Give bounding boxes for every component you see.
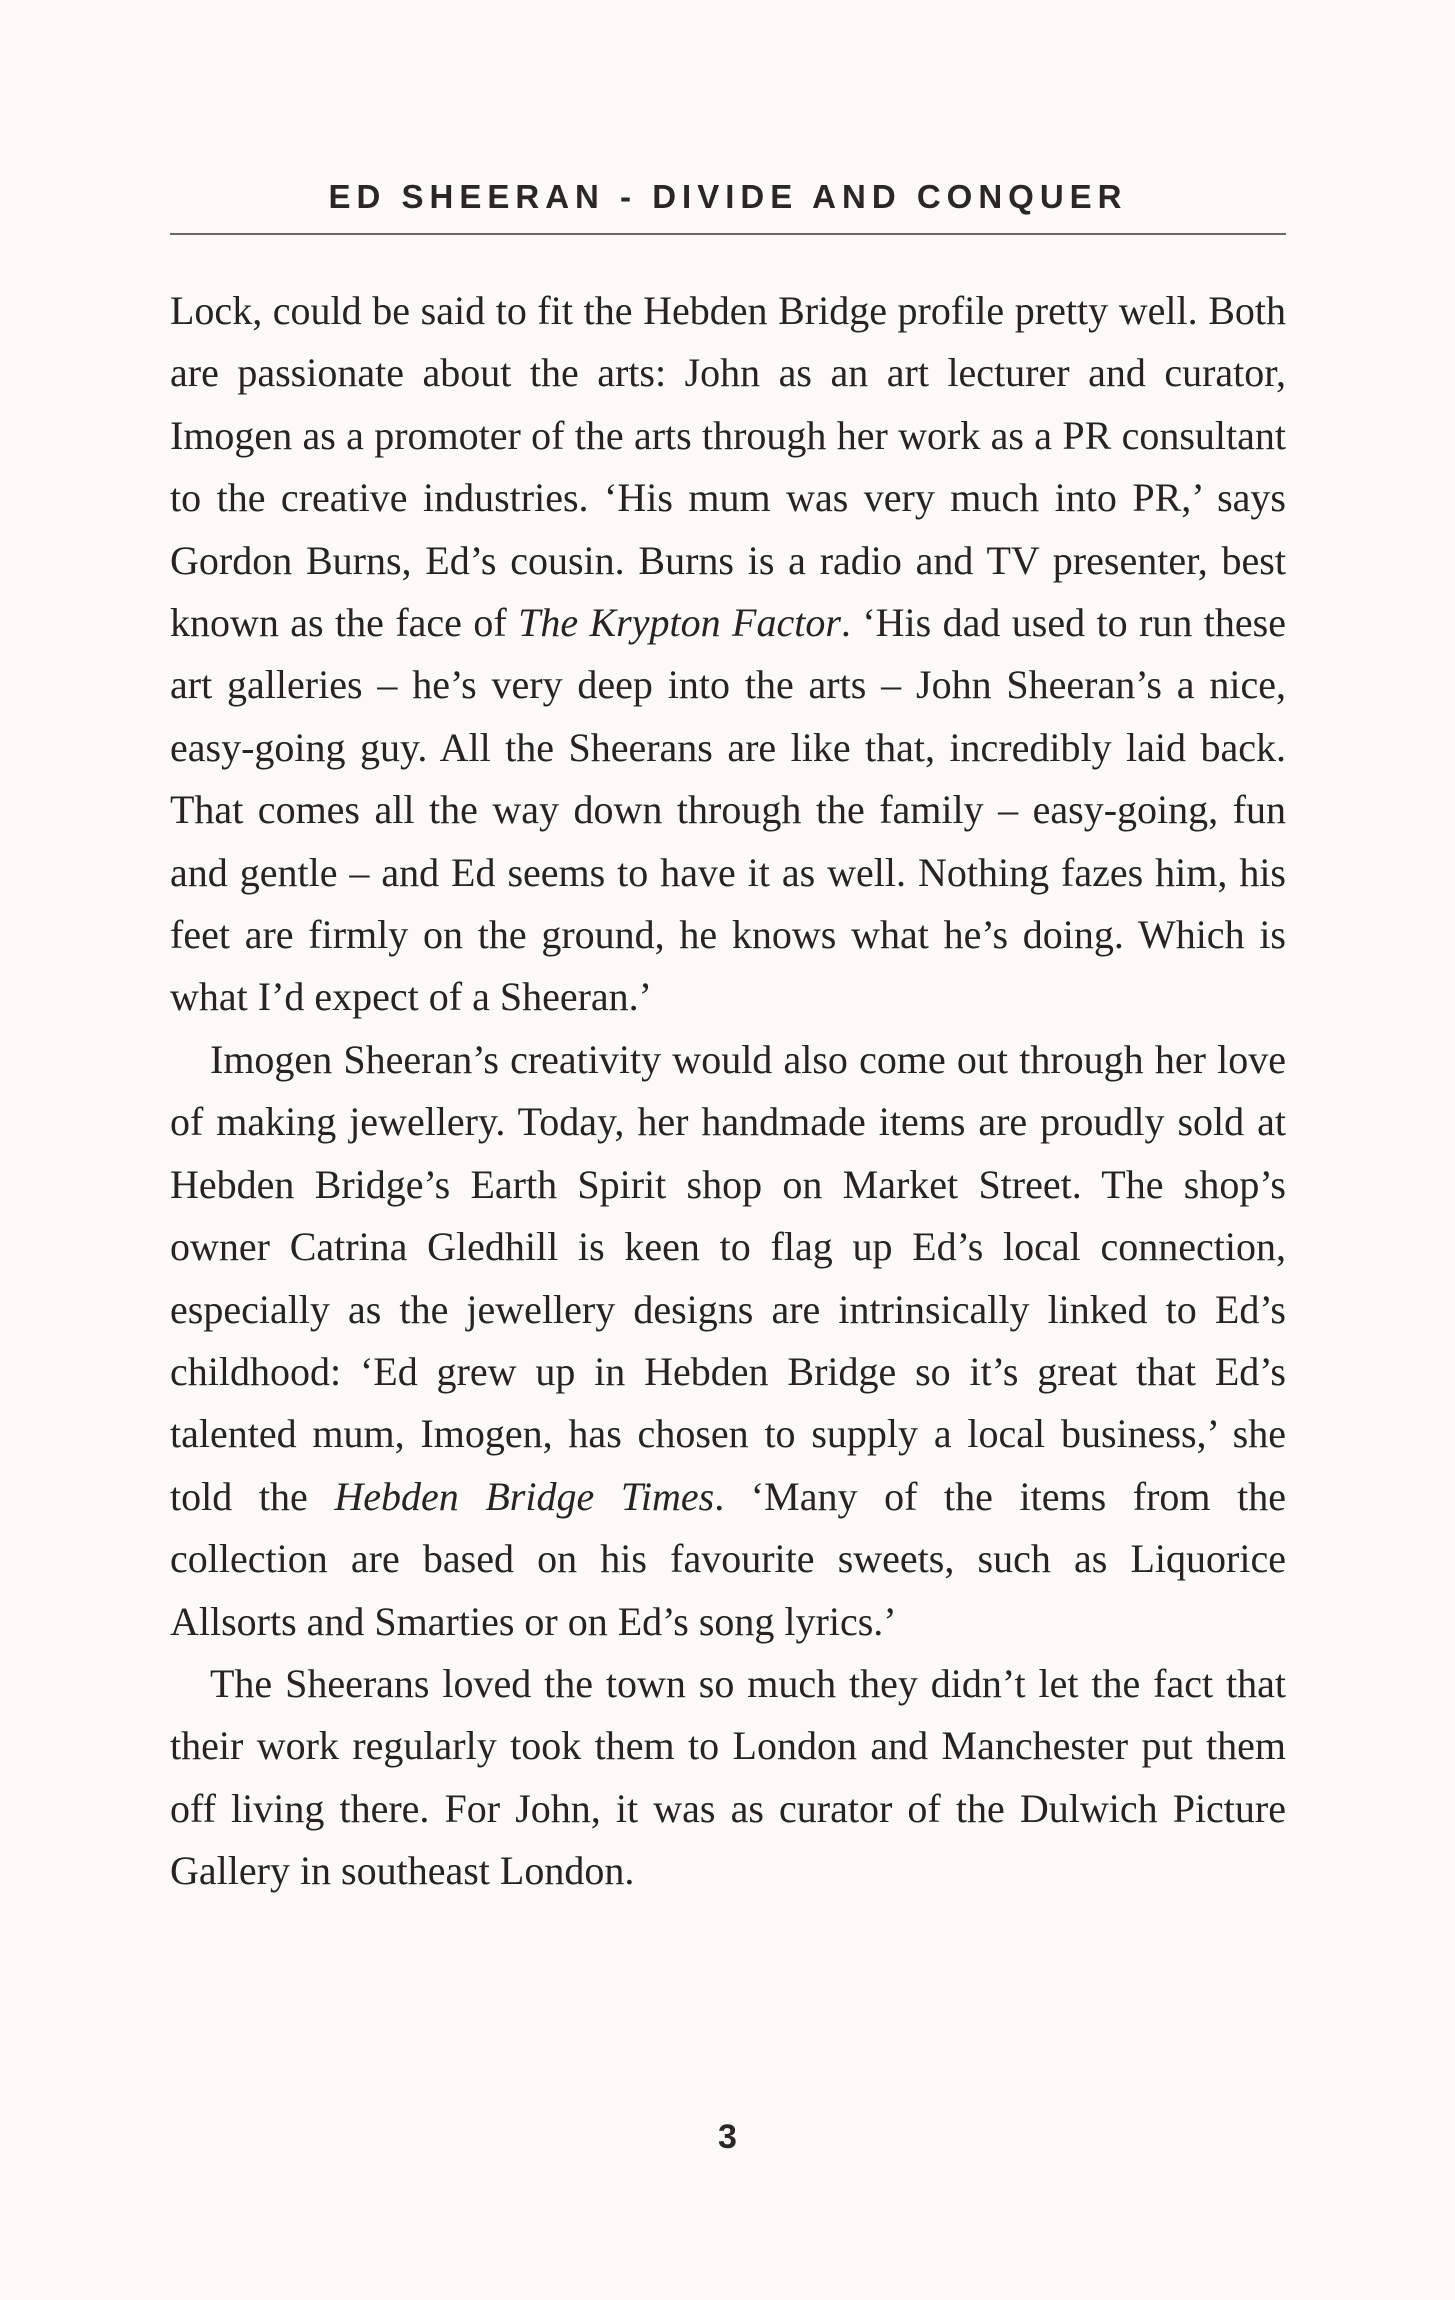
- paragraph-1: [170, 280, 1286, 1029]
- paragraph-1-text-b: . ‘His dad used to run these art galleries – he’s very deep into the arts – John Sheeran’s a nice, easy-going guy. All the Sheerans are like that, incredibly laid back. That comes all the way down through the family – easy-going, fun and gentle – and Ed seems to have it as well. Nothing fazes him, his feet are firmly on the ground, he knows what he’s doing. Which is what I’d expect of a Sheeran.’: [170, 600, 1286, 1020]
- page-number: 3: [718, 2118, 737, 2156]
- running-head: ED SHEERAN - DIVIDE AND CONQUER: [328, 178, 1128, 215]
- paragraph-1-text-a: Lock, could be said to fit the Hebden Bridge profile pretty well. Both are passionate about the arts: John as an art lecturer and curator, Imogen as a promoter of the arts through her work as a PR consultant to the creative industries. ‘His mum was very much into PR,’ says Gordon Burns, Ed’s cousin. Burns is a radio and TV presenter, best known as the face of: [170, 288, 1286, 646]
- paragraph-3: [170, 1653, 1286, 1903]
- header-rule: [170, 233, 1286, 235]
- italic-title-hebden-bridge-times: Hebden Bridge Times: [334, 1473, 715, 1519]
- paragraph-2: [170, 1029, 1286, 1653]
- body-text: [170, 280, 1286, 1903]
- paragraph-2-text-a: Imogen Sheeran’s creativity would also come out through her love of making jewellery. Today, her handmade items are proudly sold at Hebden Bridge’s Earth Spirit shop on Market Street. The shop’s owner Catrina Gledhill is keen to flag up Ed’s local connection, especially as the jewellery designs are intrinsically linked to Ed’s childhood: ‘Ed grew up in Hebden Bridge so it’s great that Ed’s talented mum, Imogen, has chosen to supply a local business,’ she told the: [170, 1036, 1286, 1519]
- paragraph-3-text: The Sheerans loved the town so much they didn’t let the fact that their work regularly took them to London and Manchester put them off living there. For John, it was as curator of the Dulwich Picture Gallery in southeast London.: [170, 1660, 1286, 1894]
- paragraph-2-text-b: . ‘Many of the items from the collection are based on his favourite sweets, such as Liquorice Allsorts and Smarties or on Ed’s song lyrics.’: [170, 1473, 1286, 1644]
- italic-title-krypton-factor: The Krypton Factor: [518, 600, 841, 646]
